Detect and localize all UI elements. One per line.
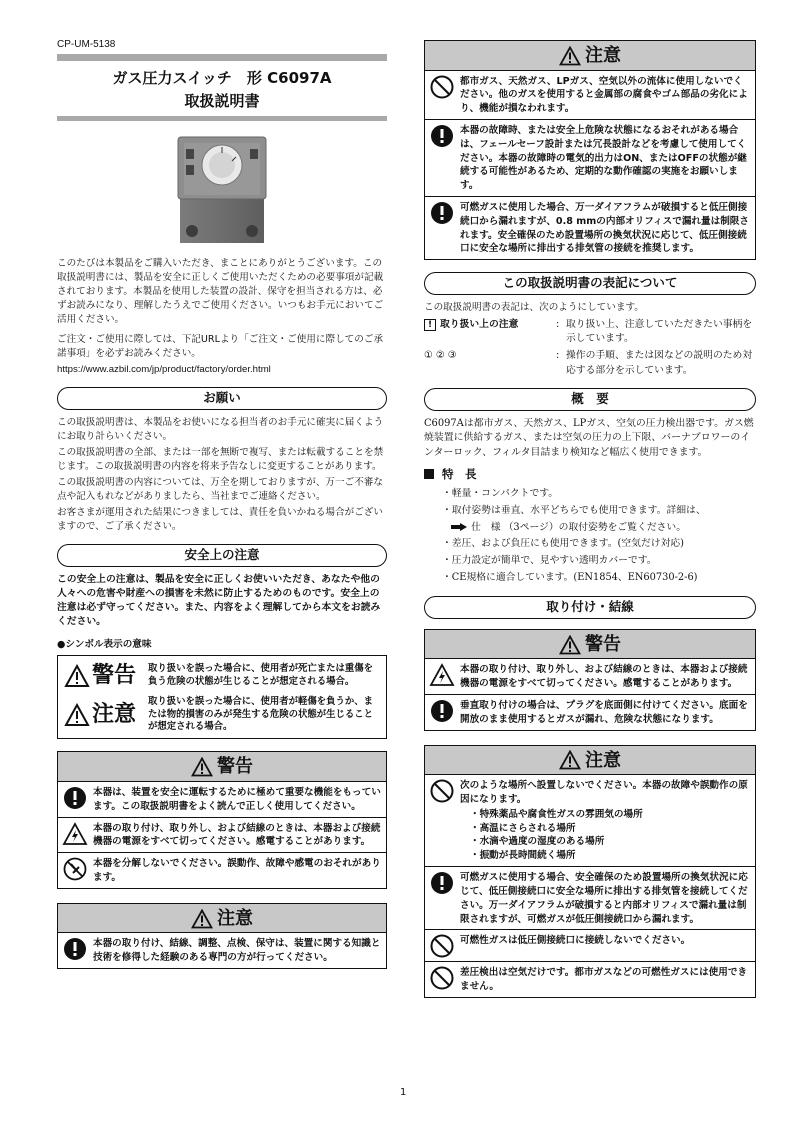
handling-note-icon: ! [424, 319, 436, 331]
caution-triangle-icon [191, 909, 213, 929]
electric-shock-icon [429, 663, 455, 687]
notation-desc-2: 操作の手順、または図などの説明のため対応する部分を示しています。 [566, 350, 753, 376]
install-warning-item-1 [425, 659, 755, 694]
caution-triangle-icon [64, 703, 90, 727]
left-caution-heading-text: 注意 [217, 907, 253, 929]
overview-text: C6097Aは都市ガス、天然ガス、LPガス、空気の圧力検出器です。ガス燃焼装置に供給するガス、または空気の圧力の上下限、バーナブロワーのインターロック、フィルタ目詰まり検知など幅広く使用できます。 [424, 417, 754, 458]
notation-heading: この取扱説明書の表記について [424, 272, 756, 295]
install-caution-item-2 [425, 866, 755, 929]
title-line-2: 取扱説明書 [184, 91, 260, 110]
mandatory-icon [430, 201, 454, 225]
left-warning-heading [58, 752, 386, 782]
symbol-desc-warning: 取り扱いを誤った場合に、使用者が死亡または重傷を負う危険の状態が生じることが想定される場合。 [148, 662, 374, 687]
right-column [424, 40, 756, 998]
feature-item: ・CE規格に適合しています。(EN1854、EN60730-2-6) [442, 571, 698, 583]
title-line-1: ガス圧力スイッチ 形 C6097A [112, 69, 332, 87]
feature-item: ・取付姿勢は垂直、水平どちらでも使用できます。詳細は、 [442, 504, 706, 516]
warning-triangle-icon [64, 664, 90, 688]
left-caution-box [57, 903, 387, 969]
request-paragraph-2: この取扱説明書の全部、または一部を無断で複写、または転載することを禁じます。この取扱説明書の内容を将来予告なしに変更することがあります。 [57, 446, 384, 472]
left-warning-item-1 [58, 782, 386, 817]
feature-item: ・圧力設定が簡単で、見やすい透明カバーです。 [442, 554, 657, 566]
install-caution-item-4 [425, 961, 755, 997]
pointing-hand-icon [450, 521, 468, 533]
symbol-caution [64, 699, 148, 730]
symbol-legend [57, 655, 387, 739]
no-disassembly-icon [63, 857, 87, 881]
notation-label-2: ① ② ③ [424, 350, 457, 362]
mandatory-icon [430, 699, 454, 723]
warning-triangle-icon [559, 635, 581, 655]
install-caution-item-3 [425, 929, 755, 961]
spec-page-link[interactable]: 仕 様 （3ページ）の取付姿勢をご覧ください。 [471, 521, 687, 533]
left-warning-text-3: 本器を分解しないでください。誤動作、故障や感電のおそれがあります。 [93, 858, 381, 884]
symbol-meaning-title: ●シンボル表示の意味 [57, 638, 152, 650]
right-caution-heading [425, 41, 755, 71]
warning-triangle-icon [191, 757, 213, 777]
prohibited-icon [430, 779, 454, 803]
prohibited-icon [430, 934, 454, 958]
notation-desc-1: 取り扱い上、注意していただきたい事柄を示しています。 [566, 319, 753, 345]
right-caution-item-1 [425, 71, 755, 119]
safety-heading: 安全上の注意 [57, 544, 387, 567]
page-number: 1 [400, 1087, 407, 1098]
install-caution-box [424, 745, 756, 998]
feature-item-spec-ref [442, 520, 756, 537]
square-bullet-icon [424, 469, 434, 479]
intro-paragraph: このたびは本製品をご購入いただき、まことにありがとうございます。この取扱説明書には、製品を安全に正しくご使用いただくための必要事項が記載されております。本製品を使用した装置の設計、保守を担当される方は、必ずお読みになり、理解したうえでご使用ください。いつもお手元においてご活用ください。 [57, 258, 384, 325]
install-caution-text-1 [460, 779, 750, 863]
mandatory-icon [63, 937, 87, 961]
safety-intro: この安全上の注意は、製品を安全に正しくお使いいただき、あなたや他の人々への危害や財産への損害を未然に防止するためのものです。安全上の注意は必ず守ってください。また、内容をよく理解してから本文をお読みください。 [57, 573, 381, 628]
notation-colon-2: : [556, 350, 560, 362]
symbol-desc-caution: 取り扱いを誤った場合に、使用者が軽傷を負うか、または物的損害のみが発生する危険の状態が生じることが想定される場合。 [148, 695, 374, 733]
right-caution-text-2: 本器の故障時、または安全上危険な状態になるおそれがある場合は、フェールセーフ設計または冗長設計などを考慮して使用してください。本器の故障時の電気的出力はON、またはOFFの状態が継続する可能性があるため、定期的な動作確認の実施をお願いします。 [460, 124, 747, 192]
order-url[interactable]: https://www.azbil.com/jp/product/factory/order.html [57, 364, 271, 375]
install-warning-box [424, 629, 756, 731]
install-caution-text-4: 差圧検出は空気だけです。都市ガスなどの可燃性ガスには使用できません。 [460, 967, 748, 993]
request-paragraph-1: この取扱説明書は、本製品をお使いになる担当者のお手元に確実に届くようにお取り計らいください。 [57, 416, 384, 442]
mandatory-icon [430, 124, 454, 148]
install-caution-heading [425, 746, 755, 776]
electric-shock-icon [62, 822, 88, 846]
symbol-row-caution [64, 696, 380, 735]
product-photo [174, 135, 270, 247]
install-warning-text-1: 本器の取り付け、取り外し、および結線のときは、本器および接続機器の電源をすべて切ってください。感電することがあります。 [460, 664, 748, 690]
request-heading: お願い [57, 387, 387, 410]
caution-triangle-icon [559, 46, 581, 66]
symbol-word-warning: 警告 [92, 663, 137, 689]
install-warning-text-2: 垂直取り付けの場合は、プラグを底面側に付けてください。底面を開放のまま使用するとガスが漏れ、危険な状態になります。 [460, 700, 748, 725]
features-list [424, 486, 756, 586]
prohibited-icon [430, 966, 454, 990]
notation-label-1-text: 取り扱い上の注意 [440, 319, 519, 331]
install-caution-text-3: 可燃性ガスは低圧側接続口に接続しないでください。 [460, 935, 691, 947]
right-caution-item-3 [425, 196, 755, 259]
right-caution-box [424, 40, 756, 260]
caution-triangle-icon [559, 750, 581, 770]
left-warning-item-3 [58, 852, 386, 888]
left-warning-item-2 [58, 817, 386, 853]
features-heading [424, 466, 756, 482]
install-heading: 取り付け・結線 [424, 596, 756, 619]
install-caution-text-2: 可燃ガスに使用する場合、安全確保のため設置場所の換気状況に応じて、低圧側接続口に安全な場所に排出する排気管を接続してください。万一ダイアフラムが破損すると内部オリフィスで漏れ量は制限されますが、可燃ガスが低圧側接続口から漏れます。 [460, 872, 748, 925]
request-paragraph-3: この取扱説明書の内容については、万全を期しておりますが、万一ご不審な点や記入もれなどがありましたら、当社までご連絡ください。 [57, 476, 383, 502]
location-item: ・特殊薬品や腐食性ガスの雰囲気の場所 [470, 808, 643, 820]
left-column [57, 54, 387, 969]
right-caution-text-1: 都市ガス、天然ガス、LPガス、空気以外の流体に使用しないでください。他のガスを使用すると金属部の腐食やゴム部品の劣化により、機能が損なわれます。 [460, 75, 748, 115]
location-list [460, 808, 750, 863]
install-warning-item-2 [425, 694, 755, 730]
left-warning-text-1: 本器は、装置を安全に運転するために極めて重要な機能をもっています。この取扱説明書をよく読んで正しく使用してください。 [93, 786, 381, 812]
location-item: ・高温にさらされる場所 [470, 822, 576, 834]
install-warning-heading-text: 警告 [585, 633, 621, 655]
notation-colon-1: : [556, 319, 560, 331]
location-item: ・水滴や過度の湿度のある場所 [470, 836, 605, 848]
left-caution-item-1 [58, 933, 386, 968]
notation-label-1 [424, 318, 556, 346]
left-warning-text-2: 本器の取り付け、取り外し、および結線のときは、本器および接続機器の電源をすべて切ってください。感電することがあります。 [93, 822, 381, 848]
left-warning-box [57, 751, 387, 888]
install-caution-heading-text: 注意 [585, 749, 621, 771]
request-paragraph-4: お客さまが運用された結果につきましては、責任を負いかねる場合がございますので、ご了承ください。 [57, 506, 383, 532]
features-heading-text: 特 長 [442, 466, 477, 481]
document-title [57, 61, 387, 116]
install-caution-item-1 [425, 775, 755, 866]
notation-row-2 [424, 349, 756, 377]
symbol-word-caution: 注意 [92, 702, 137, 728]
title-rule-bottom [57, 116, 387, 121]
mandatory-icon [63, 786, 87, 810]
notation-row-1 [424, 318, 756, 346]
order-note: ご注文・ご使用に際しては、下記URLより「ご注文・ご使用に際してのご承諾事項」を必ずお読みください。 [57, 334, 384, 359]
right-caution-item-2 [425, 119, 755, 196]
right-caution-text-3: 可燃ガスに使用した場合、万一ダイアフラムが破損すると低圧側接続口から漏れますが、0.8 mmの内部オリフィスで漏れ量は制限されます。安全確保のため設置場所の換気状況に応じて、低圧側接続口に安全な場所に排出する排気管の接続を推奨します。 [460, 202, 749, 255]
feature-item: ・差圧、および負圧にも使用できます。(空気だけ対応) [442, 538, 684, 550]
left-warning-heading-text: 警告 [217, 756, 253, 778]
mandatory-icon [430, 871, 454, 895]
feature-item: ・軽量・コンパクトです。 [442, 488, 559, 500]
document-number: CP-UM-5138 [57, 39, 116, 50]
left-caution-text-1: 本器の取り付け、結線、調整、点検、保守は、装置に関する知識と技術を修得した経験のある専門の方が行ってください。 [93, 938, 381, 964]
right-caution-heading-text: 注意 [585, 45, 621, 66]
left-caution-heading [58, 904, 386, 934]
symbol-row-warning [64, 660, 380, 691]
symbol-warning [64, 660, 148, 691]
location-item: ・振動が長時間続く場所 [470, 850, 576, 862]
prohibited-icon [430, 75, 454, 99]
notation-intro: この取扱説明書の表記は、次のようにしています。 [424, 302, 644, 314]
install-caution-text-1-main: 次のような場所へ設置しないでください。本器の故障や誤動作の原因になります。 [460, 780, 748, 806]
title-rule-top [57, 54, 387, 61]
install-warning-heading [425, 630, 755, 660]
overview-heading: 概 要 [424, 388, 756, 411]
